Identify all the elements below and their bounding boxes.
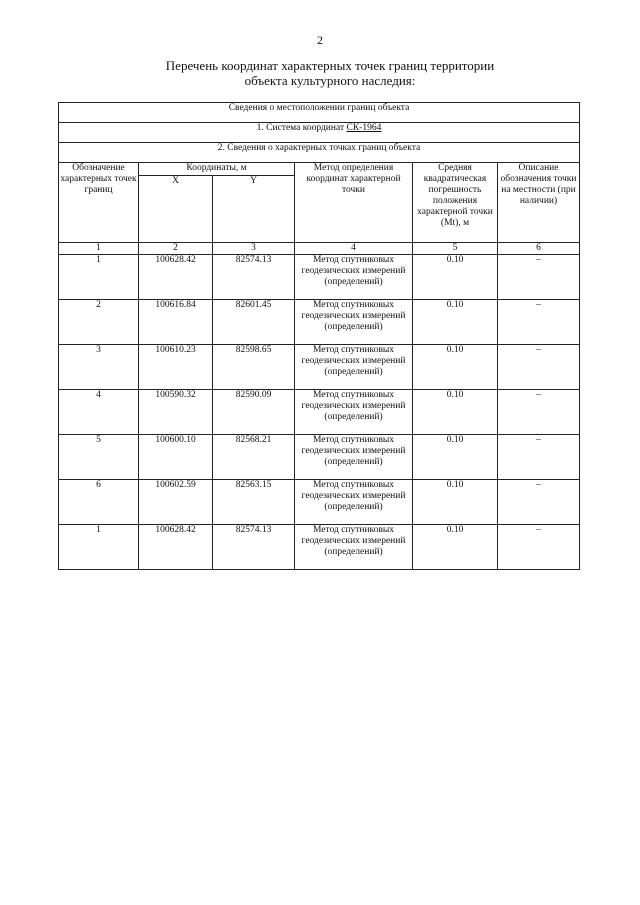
coordinate-x: 100616.84 bbox=[139, 300, 213, 345]
column-number: 3 bbox=[213, 243, 295, 255]
header-description: Описание обозначения точки на местности (при наличии) bbox=[498, 163, 580, 243]
description-value: – bbox=[498, 300, 580, 345]
header-y: Y bbox=[213, 176, 295, 243]
method-text: Метод спутниковых геодезических измерений (определений) bbox=[295, 390, 413, 435]
point-id: 1 bbox=[59, 525, 139, 570]
table-row bbox=[59, 300, 580, 345]
coordinate-y: 82598.65 bbox=[213, 345, 295, 390]
section-title: Сведения о местоположении границ объекта bbox=[59, 103, 580, 123]
table-row bbox=[59, 390, 580, 435]
column-number: 2 bbox=[139, 243, 213, 255]
column-number: 6 bbox=[498, 243, 580, 255]
table-row bbox=[59, 480, 580, 525]
point-id: 5 bbox=[59, 435, 139, 480]
method-text: Метод спутниковых геодезических измерений (определений) bbox=[295, 345, 413, 390]
error-value: 0.10 bbox=[413, 525, 498, 570]
coordinate-system-name: СК-1964 bbox=[346, 123, 382, 133]
error-value: 0.10 bbox=[413, 255, 498, 300]
table-row bbox=[59, 435, 580, 480]
coordinate-y: 82563.15 bbox=[213, 480, 295, 525]
coordinate-y: 82574.13 bbox=[213, 525, 295, 570]
point-id: 1 bbox=[59, 255, 139, 300]
table-row bbox=[59, 525, 580, 570]
point-id: 6 bbox=[59, 480, 139, 525]
description-value: – bbox=[498, 390, 580, 435]
table-row bbox=[59, 345, 580, 390]
description-value: – bbox=[498, 255, 580, 300]
description-value: – bbox=[498, 480, 580, 525]
header-error: Средняя квадратическая погрешность положения характерной точки (Mt), м bbox=[413, 163, 498, 243]
description-value: – bbox=[498, 525, 580, 570]
description-value: – bbox=[498, 435, 580, 480]
point-id: 2 bbox=[59, 300, 139, 345]
column-number: 4 bbox=[295, 243, 413, 255]
coordinate-x: 100628.42 bbox=[139, 255, 213, 300]
points-section-title: 2. Сведения о характерных точках границ объекта bbox=[59, 143, 580, 163]
header-designation: Обозначение характерных точек границ bbox=[59, 163, 139, 243]
error-value: 0.10 bbox=[413, 345, 498, 390]
document-title bbox=[0, 58, 640, 88]
point-id: 4 bbox=[59, 390, 139, 435]
error-value: 0.10 bbox=[413, 435, 498, 480]
method-text: Метод спутниковых геодезических измерений (определений) bbox=[295, 525, 413, 570]
coordinate-y: 82568.21 bbox=[213, 435, 295, 480]
coordinate-x: 100628.42 bbox=[139, 525, 213, 570]
method-text: Метод спутниковых геодезических измерений (определений) bbox=[295, 435, 413, 480]
coordinate-x: 100602.59 bbox=[139, 480, 213, 525]
coordinate-y: 82601.45 bbox=[213, 300, 295, 345]
coordinate-x: 100600.10 bbox=[139, 435, 213, 480]
error-value: 0.10 bbox=[413, 480, 498, 525]
description-value: – bbox=[498, 345, 580, 390]
page-number: 2 bbox=[317, 33, 323, 47]
coordinate-y: 82574.13 bbox=[213, 255, 295, 300]
error-value: 0.10 bbox=[413, 390, 498, 435]
header-coordinates: Координаты, м bbox=[139, 163, 295, 176]
column-number: 1 bbox=[59, 243, 139, 255]
method-text: Метод спутниковых геодезических измерений (определений) bbox=[295, 480, 413, 525]
coordinate-y: 82590.09 bbox=[213, 390, 295, 435]
method-text: Метод спутниковых геодезических измерений (определений) bbox=[295, 255, 413, 300]
method-text: Метод спутниковых геодезических измерений (определений) bbox=[295, 300, 413, 345]
header-method: Метод определения координат характерной точки bbox=[295, 163, 413, 243]
header-x: X bbox=[139, 176, 213, 243]
column-number: 5 bbox=[413, 243, 498, 255]
coordinate-system-label: 1. Система координат bbox=[256, 123, 347, 133]
table-row bbox=[59, 255, 580, 300]
column-numbers-row bbox=[59, 243, 580, 255]
coordinates-table bbox=[58, 102, 580, 570]
coordinate-system-row bbox=[59, 123, 580, 143]
error-value: 0.10 bbox=[413, 300, 498, 345]
point-id: 3 bbox=[59, 345, 139, 390]
title-line-2: объекта культурного наследия: bbox=[244, 73, 416, 88]
title-line-1: Перечень координат характерных точек границ территории bbox=[165, 58, 495, 73]
coordinate-x: 100590.32 bbox=[139, 390, 213, 435]
coordinate-x: 100610.23 bbox=[139, 345, 213, 390]
